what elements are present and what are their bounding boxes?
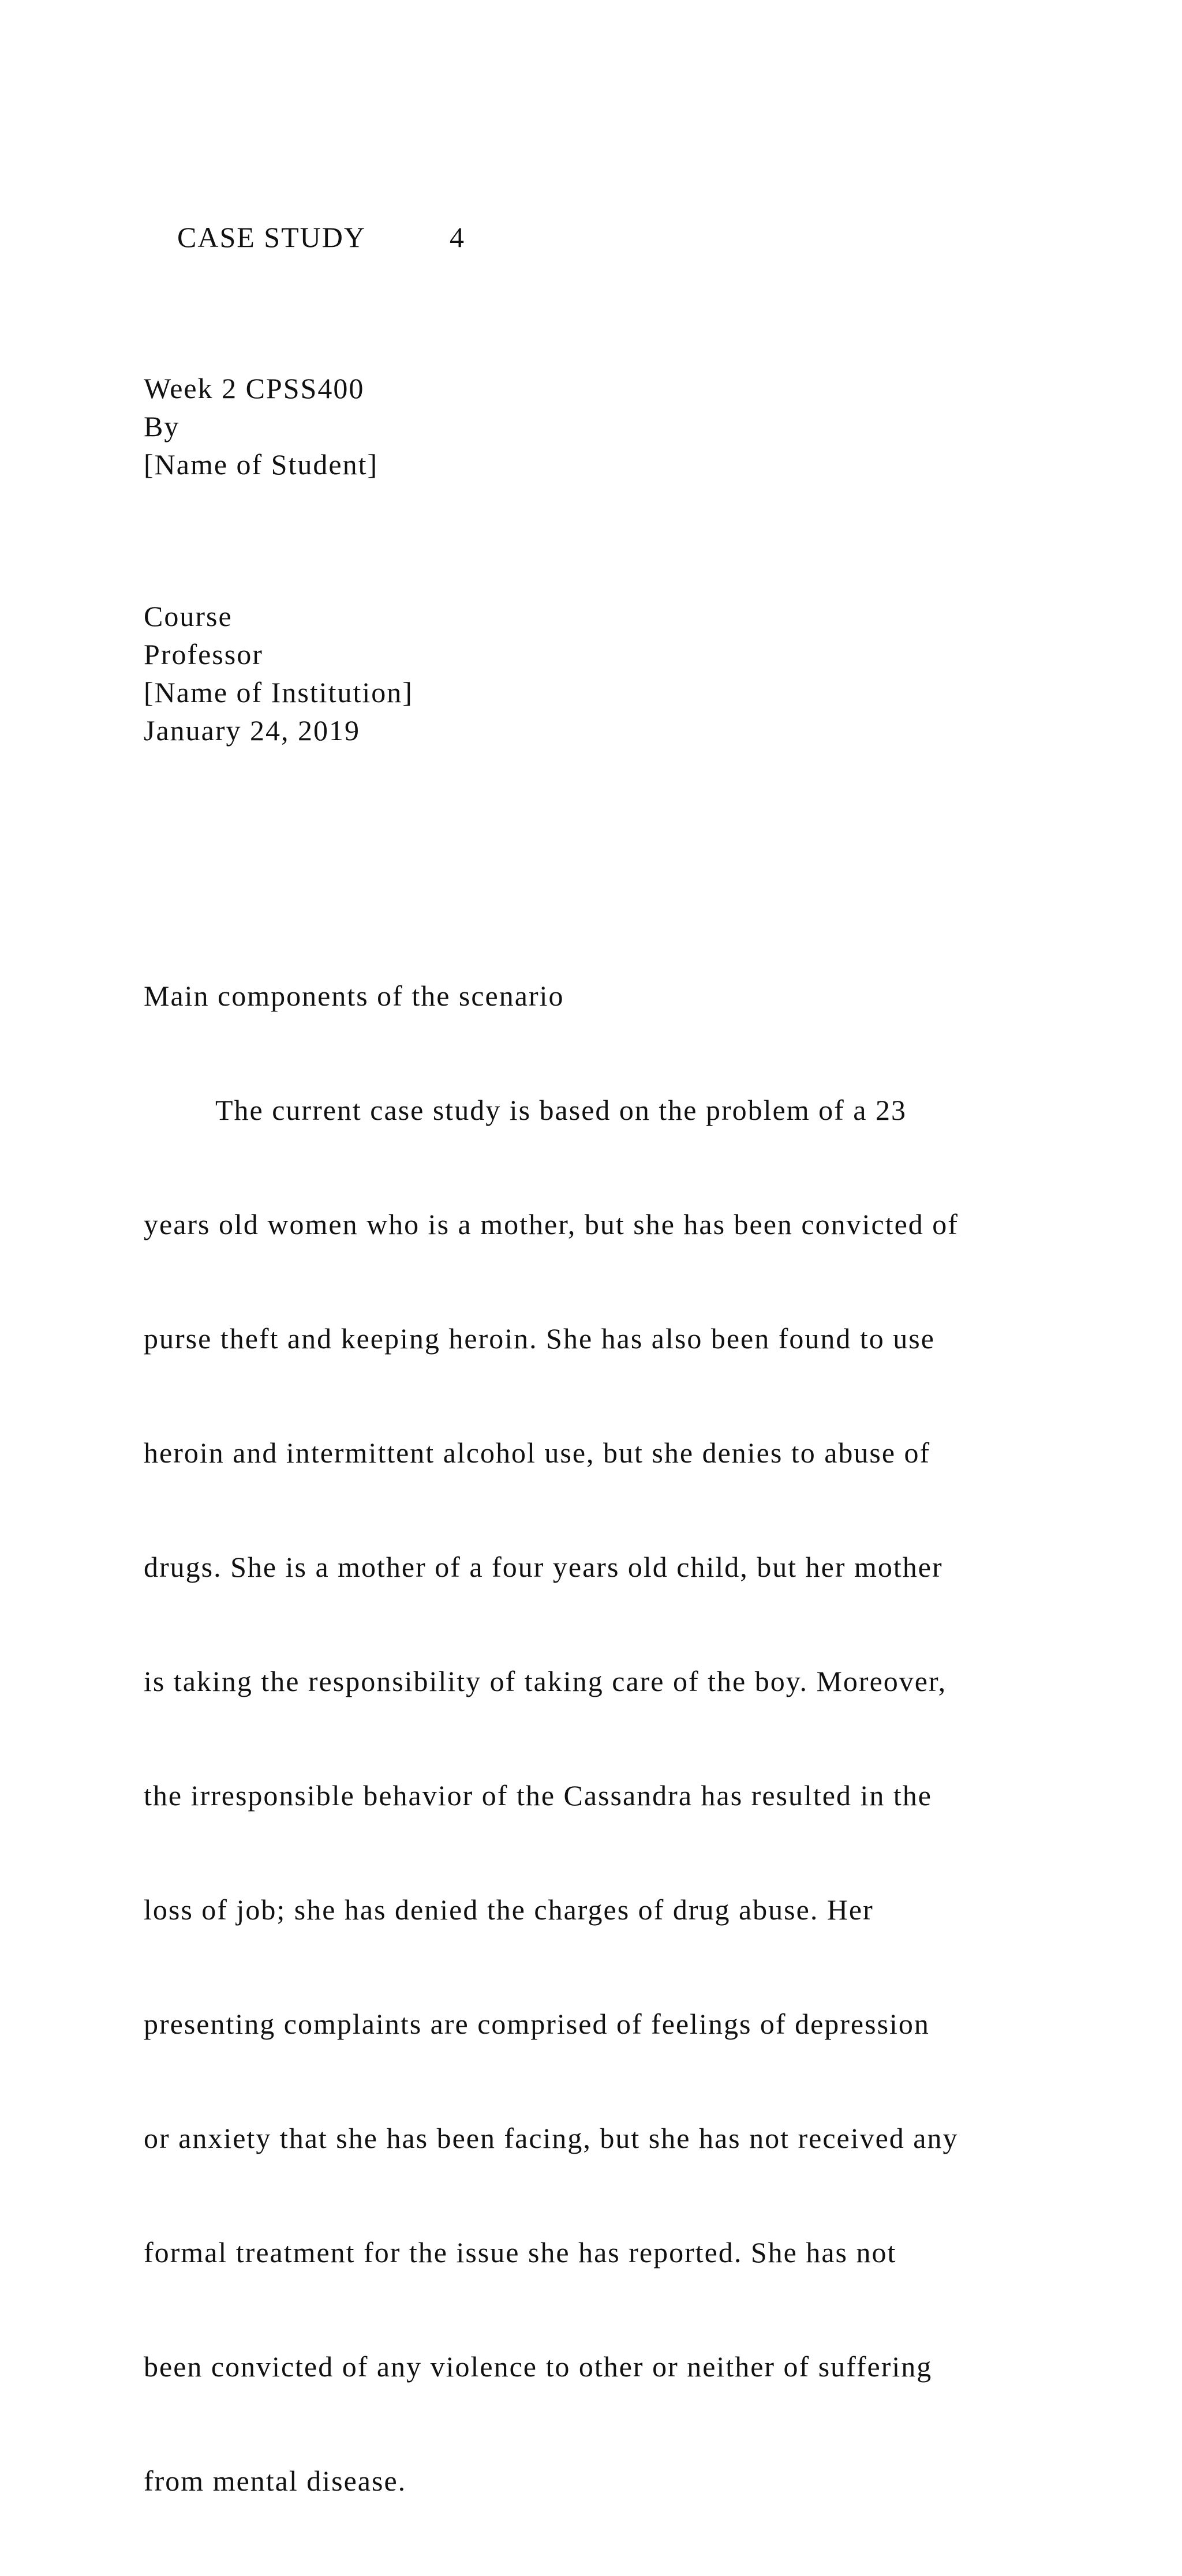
page-number: 4	[449, 221, 465, 253]
paragraph-line: from mental disease.	[144, 2465, 407, 2497]
running-head-title: CASE STUDY	[177, 221, 366, 253]
running-header	[144, 180, 465, 294]
paragraph-line: The current case study is based on the problem of a 23	[215, 1094, 907, 1126]
student-name: [Name of Student]	[144, 448, 379, 481]
paragraph-line: presenting complaints are comprised of feelings of depression	[144, 2008, 930, 2040]
paragraph-line: or anxiety that she has been facing, but she has not received any	[144, 2122, 959, 2154]
paragraph-line: years old women who is a mother, but she has been convicted of	[144, 1208, 959, 1240]
section-heading: Main components of the scenario	[144, 980, 564, 1012]
paragraph-line: purse theft and keeping heroin. She has also been found to use	[144, 1322, 935, 1355]
title-block	[144, 369, 378, 483]
institution-name: [Name of Institution]	[144, 676, 413, 708]
body-section	[144, 977, 959, 2576]
paragraph-line: been convicted of any violence to other or neither of suffering	[144, 2350, 933, 2383]
professor-label: Professor	[144, 638, 263, 670]
course-label: Course	[144, 600, 233, 632]
course-info-block	[144, 597, 413, 749]
paragraph-line: loss of job; she has denied the charges of drug abuse. Her	[144, 1893, 874, 1926]
paragraph-line: formal treatment for the issue she has reported. She has not	[144, 2236, 897, 2268]
assignment-title: Week 2 CPSS400	[144, 372, 365, 404]
body-paragraph	[144, 1015, 959, 2576]
paragraph-line: heroin and intermittent alcohol use, but she denies to abuse of	[144, 1437, 931, 1469]
paragraph-line: the irresponsible behavior of the Cassandra has resulted in the	[144, 1779, 932, 1812]
submission-date: January 24, 2019	[144, 714, 360, 747]
by-label: By	[144, 410, 180, 443]
paragraph-line: drugs. She is a mother of a four years old child, but her mother	[144, 1551, 943, 1583]
paragraph-line: is taking the responsibility of taking care of the boy. Moreover,	[144, 1665, 947, 1697]
